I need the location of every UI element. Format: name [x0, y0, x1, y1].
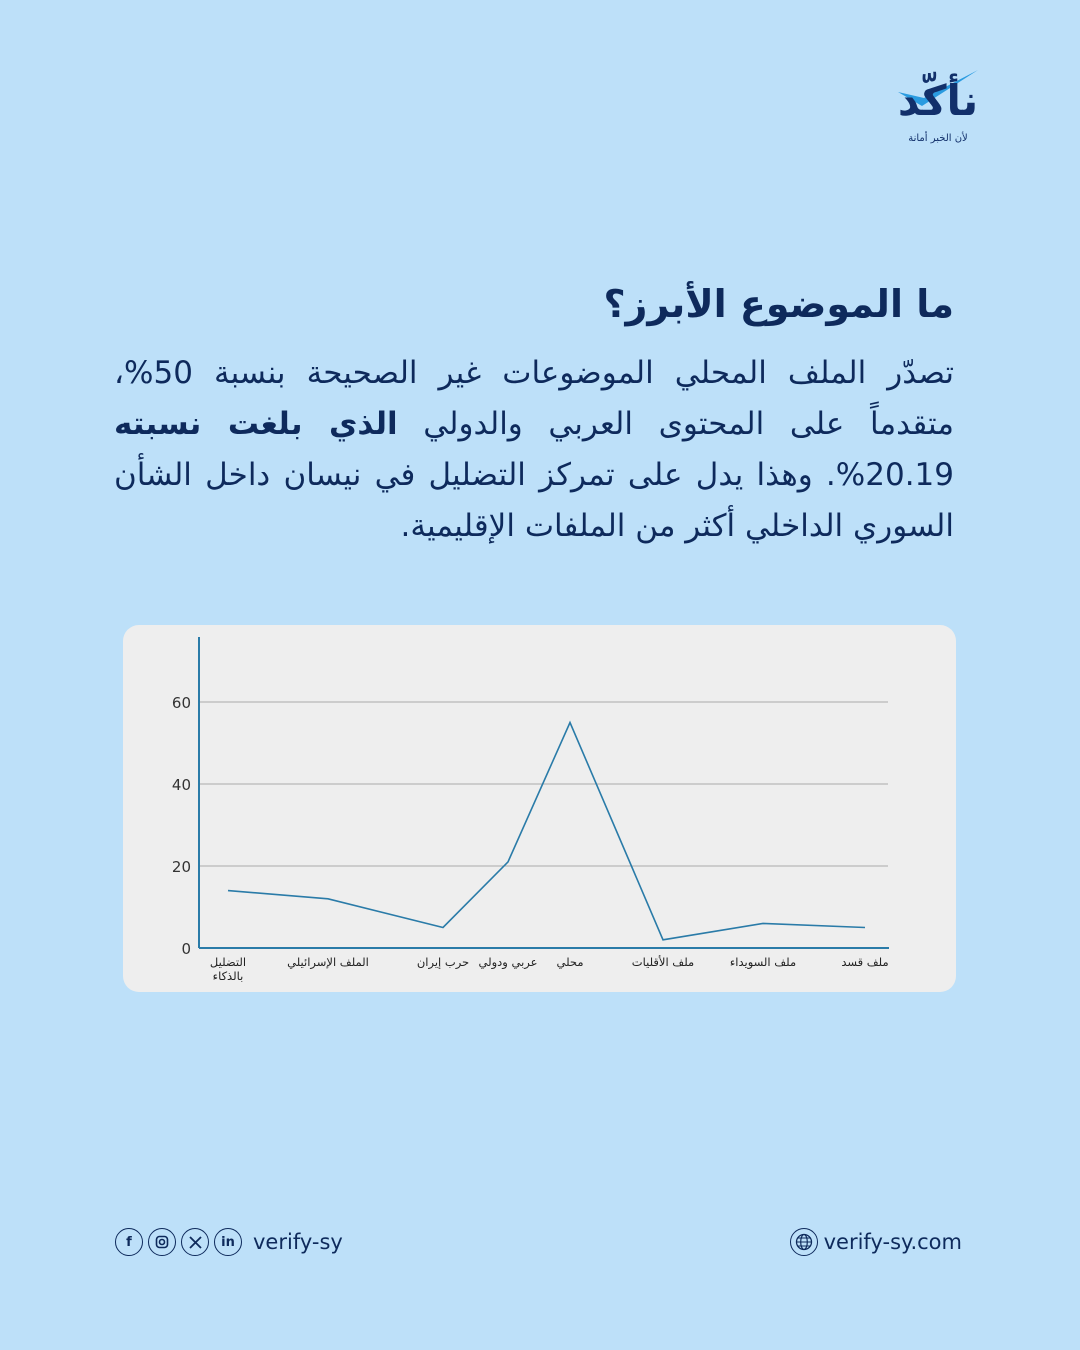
y-tick-label: 60 [171, 694, 191, 712]
x-icon[interactable] [181, 1228, 209, 1256]
linkedin-icon[interactable]: in [214, 1228, 242, 1256]
y-tick-label: 20 [171, 858, 191, 876]
social-handle[interactable]: verify-sy [253, 1230, 343, 1254]
website-link[interactable] [790, 1228, 962, 1256]
body-paragraph [114, 348, 954, 552]
body-bold: الذي بلغت نسبته [114, 406, 398, 442]
globe-icon [790, 1228, 818, 1256]
section-heading: ما الموضوع الأبرز؟ [603, 282, 954, 326]
x-tick-label: محلي [556, 955, 584, 969]
line-chart [123, 625, 956, 992]
x-tick-label: ملف السويداء [729, 955, 797, 969]
x-tick-label: عربي ودولي [478, 955, 538, 969]
brand-logo [892, 62, 984, 148]
brand-tagline: لأن الخبر أمانة [908, 133, 968, 144]
x-tick-label: ملف قسد [841, 955, 889, 969]
social-links [115, 1228, 343, 1256]
website-url[interactable]: verify-sy.com [823, 1230, 962, 1254]
y-tick-label: 0 [181, 940, 191, 958]
facebook-icon[interactable]: f [115, 1228, 143, 1256]
x-tick-label: ملف الأقليات [631, 955, 695, 969]
chart-card [123, 625, 956, 992]
brand-name: نأكّد [897, 76, 979, 125]
y-tick-label: 40 [171, 776, 191, 794]
body-part-1: تصدّر الملف المحلي الموضوعات غير الصحيحة بنسبة 50%، متقدماً على المحتوى العربي والدولي [114, 355, 954, 442]
x-tick-label: الملف الإسرائيلي [287, 955, 369, 969]
instagram-icon[interactable] [148, 1228, 176, 1256]
x-tick-label: حرب إيران [416, 955, 470, 969]
series-line [228, 723, 865, 940]
x-tick-label: التضليل بالذكاء [209, 955, 247, 983]
body-part-2: 20.19%. وهذا يدل على تمركز التضليل في نيسان داخل الشأن السوري الداخلي أكثر من الملفات الإقليمية. [114, 457, 954, 544]
